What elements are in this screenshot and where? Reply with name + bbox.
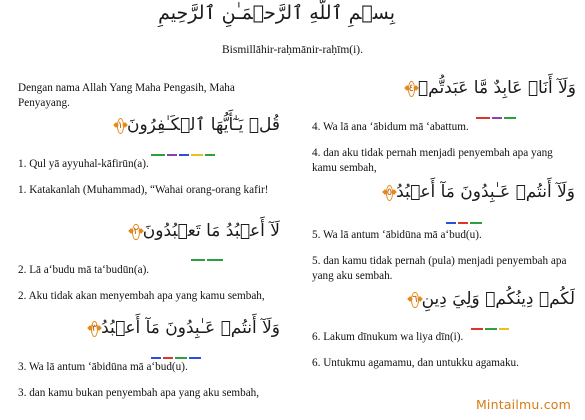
verse-4-transliteration: 4. Wa lā ana ‘ābidum mā ‘abattum. (312, 121, 469, 133)
verse-number-marker-1: ١ (117, 118, 124, 134)
tajwid-mark (163, 357, 173, 359)
verse-1-arabic-row (117, 115, 280, 135)
verse-2-translation: 2. Aku tidak akan menyembah apa yang kamu sembah, (18, 290, 265, 302)
verse-6-transliteration: 6. Lakum dīnukum wa liya dīn(i). (312, 331, 464, 343)
watermark: Mintailmu.com (475, 397, 571, 412)
verse-5-arabic-row (386, 182, 575, 202)
verse-3-transliteration: 3. Wa lā antum ‘ābidūna mā a‘bud(u). (18, 361, 188, 373)
tajwid-underline-group-1 (150, 137, 216, 156)
verse-number-marker-3: ٣ (91, 321, 98, 337)
tajwid-mark (175, 357, 187, 359)
tajwid-mark (191, 259, 205, 261)
verse-5-transliteration: 5. Wa lā antum ‘ābidūna mā a‘bud(u). (312, 229, 482, 241)
tajwid-mark (492, 117, 502, 119)
verse-2-transliteration: 2. Lā a‘budu mā ta‘budūn(a). (18, 264, 150, 276)
tajwid-mark (476, 117, 490, 119)
tajwid-mark (179, 154, 189, 156)
verse-1-transliteration: 1. Qul yā ayyuhal-kāfirūn(a). (18, 158, 149, 170)
tajwid-underline-group-3 (150, 340, 202, 359)
verse-number-marker-4: ٤ (408, 81, 415, 97)
verse-2-arabic: لَآ أَعۡبُدُ مَا تَعۡبُدُونَ (142, 221, 280, 241)
verse-3-arabic-row (91, 318, 280, 338)
tajwid-mark (191, 154, 203, 156)
basmala-transliteration: Bismillāhir-raḥmānir-raḥīm(i). (221, 44, 363, 56)
verse-4-arabic-row (408, 78, 576, 98)
tajwid-mark (151, 357, 161, 359)
tajwid-underline-group-6 (470, 311, 510, 330)
tajwid-mark (205, 154, 215, 156)
verse-number-marker-2: ٢ (132, 224, 139, 240)
verse-1-arabic: قُلۡ يَـٰٓأَيُّهَا ٱلۡكَـٰفِرُونَ (126, 115, 280, 135)
tajwid-mark (504, 117, 516, 119)
verse-2-arabic-row (133, 221, 280, 241)
tajwid-underline-group-5 (445, 205, 483, 224)
verse-3-arabic: وَلَآ أَنتُمۡ عَـٰبِدُونَ مَآ أَعۡبُدُ (101, 318, 280, 338)
tajwid-mark (470, 222, 482, 224)
basmala-arabic: بِسۡمِ ٱللَّهِ ٱلرَّحۡمَـٰنِ ٱلرَّحِيمِ (158, 2, 395, 24)
verse-5-arabic: وَلَآ أَنتُمۡ عَـٰبِدُونَ مَآ أَعۡبُدُ (396, 182, 575, 202)
verse-6-translation: 6. Untukmu agamamu, dan untukku agamaku. (312, 357, 519, 369)
verse-4-arabic: وَلَآ أَنَا۠ عَابِدٌ مَّا عَبَدتُّمۡ (417, 78, 576, 98)
tajwid-mark (189, 357, 201, 359)
tajwid-mark (167, 154, 177, 156)
tajwid-mark (458, 222, 468, 224)
verse-6-arabic: لَكُمۡ دِينُكُمۡ وَلِيَ دِينِ (421, 289, 575, 309)
intro-translation: Dengan nama Allah Yang Maha Pengasih, Maha Penyayang. (18, 82, 235, 109)
verse-3-translation: 3. dan kamu bukan penyembah apa yang aku sembah, (18, 387, 260, 399)
tajwid-underline-group-2 (190, 242, 224, 261)
verse-number-marker-6: ٦ (411, 292, 418, 308)
verse-6-arabic-row (412, 289, 575, 309)
verse-4-translation: 4. dan aku tidak pernah menjadi penyembah apa yang kamu sembah, (312, 147, 553, 174)
tajwid-mark (151, 154, 165, 156)
verse-5-translation: 5. dan kamu tidak pernah (pula) menjadi penyembah apa yang aku sembah. (312, 255, 567, 282)
tajwid-underline-group-4 (475, 100, 517, 119)
verse-number-marker-5: ٥ (386, 185, 393, 201)
tajwid-mark (446, 222, 456, 224)
verse-1-translation: 1. Katakanlah (Muhammad), “Wahai orang-orang kafir! (18, 184, 269, 196)
tajwid-mark (207, 259, 223, 261)
